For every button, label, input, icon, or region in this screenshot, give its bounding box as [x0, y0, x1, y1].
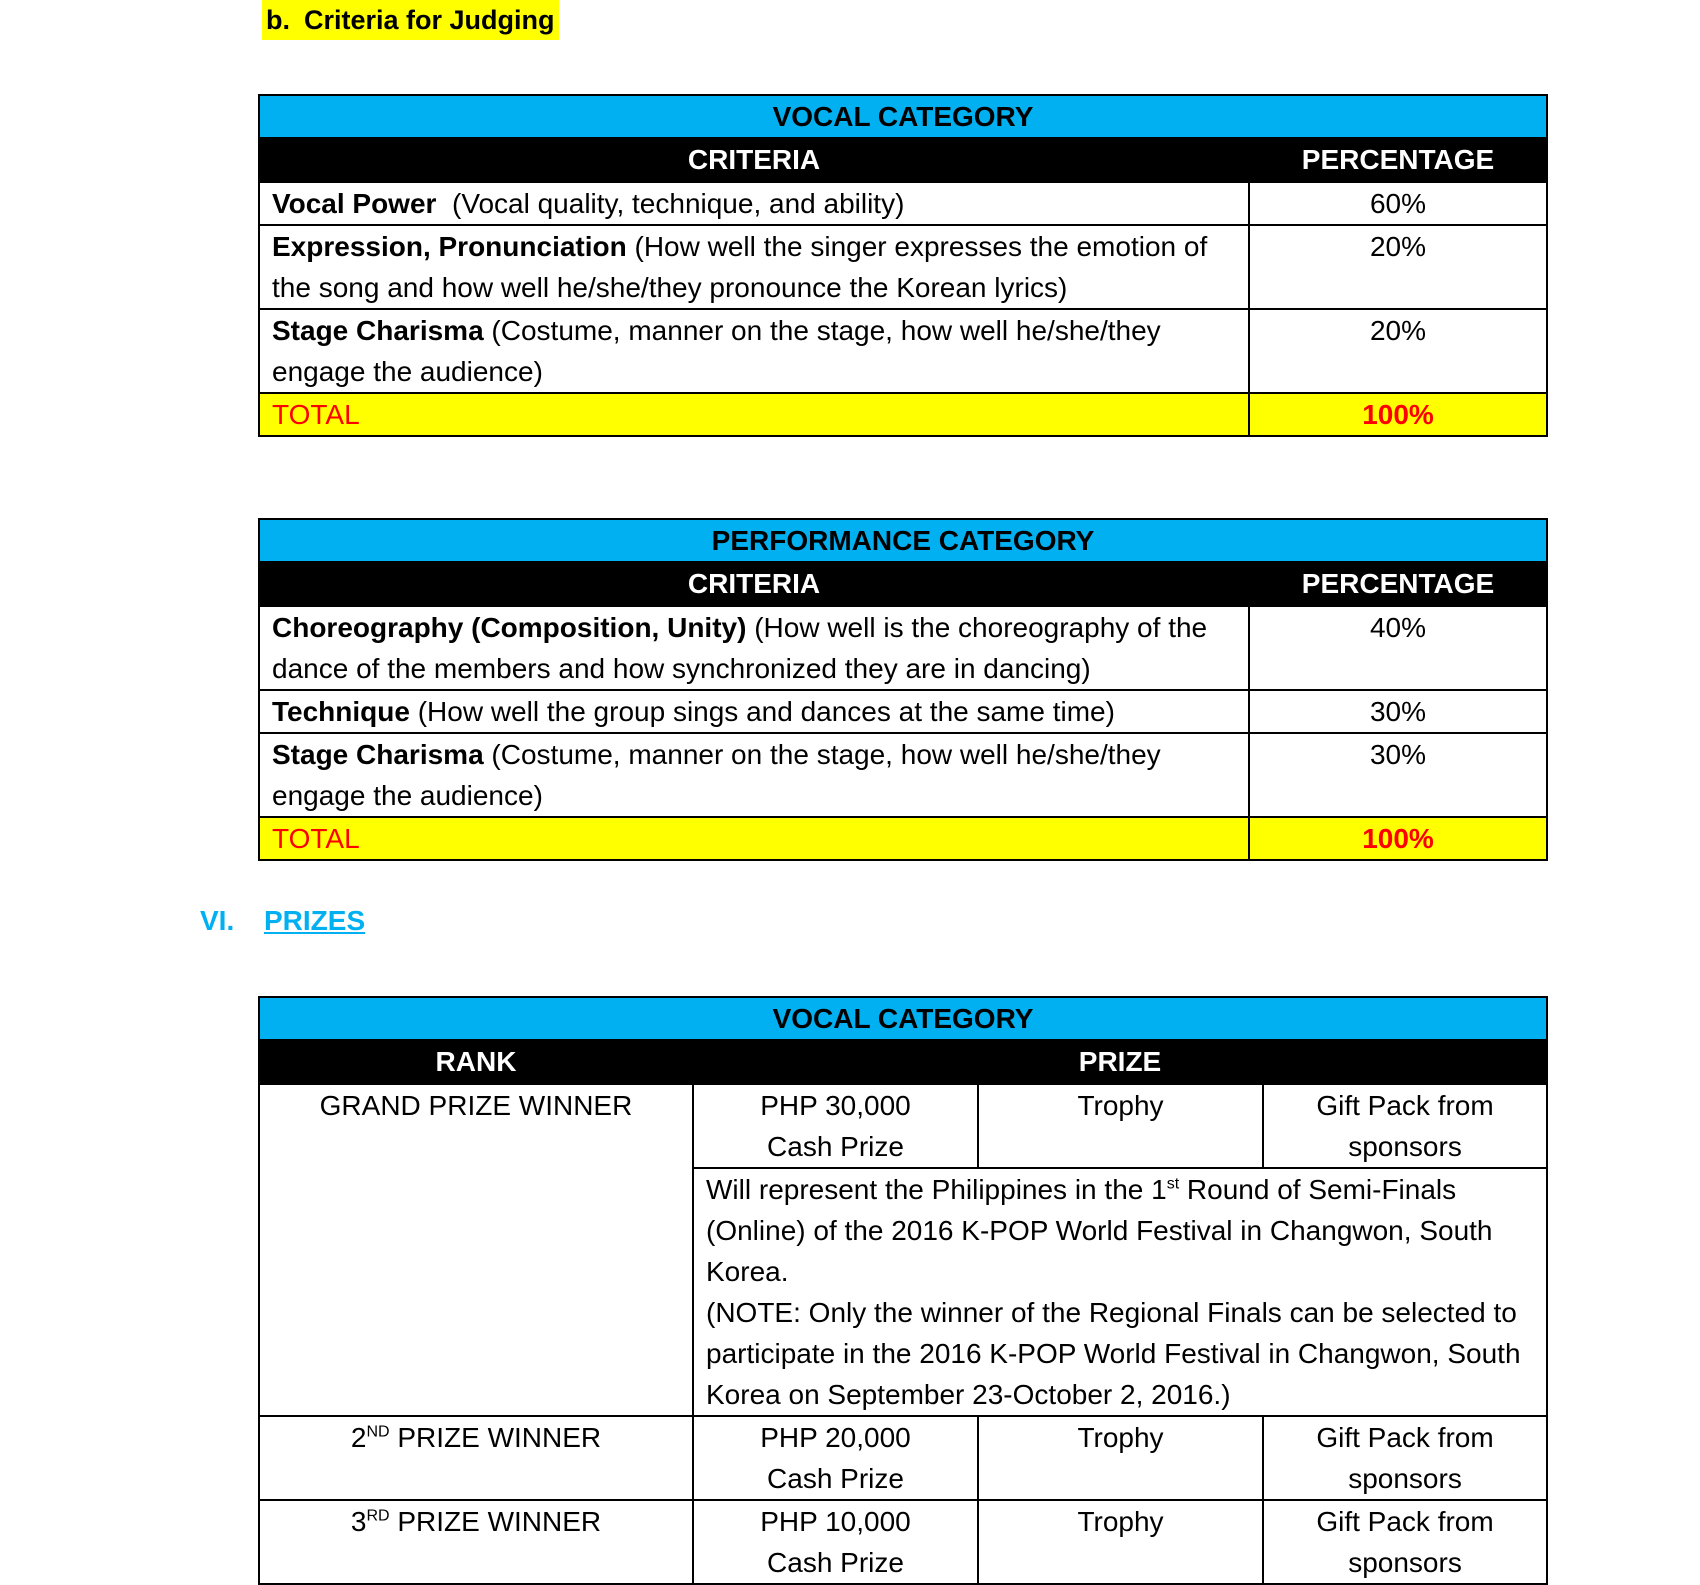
gift-line2: sponsors [1348, 1547, 1462, 1578]
gift-line2: sponsors [1348, 1131, 1462, 1162]
rank-text: PRIZE WINNER [389, 1506, 602, 1537]
table-title: VOCAL CATEGORY [259, 95, 1547, 138]
gift-cell [1263, 1500, 1547, 1584]
table-title: VOCAL CATEGORY [259, 997, 1547, 1040]
total-row [259, 817, 1547, 860]
criteria-name: Vocal Power [272, 188, 437, 219]
trophy-cell: Trophy [978, 1416, 1263, 1500]
total-row [259, 393, 1547, 436]
subheading-letter: b. [266, 5, 290, 35]
gift-line1: Gift Pack from [1316, 1506, 1494, 1537]
table-title-row [259, 95, 1547, 138]
gift-cell [1263, 1084, 1547, 1168]
percentage-cell: 60% [1249, 182, 1547, 225]
note-text-c: (NOTE: Only the winner of the Regional Finals can be selected to participate in the 2016 K-POP World Festival in Changwon, South Korea on September 23-October 2, 2016.) [706, 1297, 1521, 1410]
criteria-description: (How well the singer expresses the emotion of the song and how well he/she/they pronounce the Korean lyrics) [272, 231, 1208, 303]
table-row [259, 733, 1547, 817]
cash-amount: PHP 20,000 [760, 1422, 911, 1453]
table-row [259, 690, 1547, 733]
criteria-description: (How well is the choreography of the dance of the members and how synchronized they are in dancing) [272, 612, 1208, 684]
percentage-cell: 30% [1249, 690, 1547, 733]
percentage-cell: 40% [1249, 606, 1547, 690]
total-percentage: 100% [1249, 393, 1547, 436]
gift-cell [1263, 1416, 1547, 1500]
cash-prize-cell [693, 1500, 978, 1584]
table-title-row [259, 519, 1547, 562]
table-row [259, 1084, 1547, 1168]
percentage-header: PERCENTAGE [1249, 138, 1547, 182]
table-title-row [259, 997, 1547, 1040]
cash-prize-cell [693, 1084, 978, 1168]
cash-amount: PHP 10,000 [760, 1506, 911, 1537]
rank-cell [259, 1500, 693, 1584]
criteria-cell [259, 225, 1249, 309]
cash-amount: PHP 30,000 [760, 1090, 911, 1121]
rank-cell [259, 1416, 693, 1500]
criteria-header: CRITERIA [259, 138, 1249, 182]
table-header-row [259, 138, 1547, 182]
note-superscript: st [1166, 1175, 1180, 1193]
gift-line1: Gift Pack from [1316, 1422, 1494, 1453]
percentage-cell: 20% [1249, 225, 1547, 309]
table-title: PERFORMANCE CATEGORY [259, 519, 1547, 562]
criteria-name: Choreography (Composition, Unity) [272, 612, 747, 643]
criteria-header: CRITERIA [259, 562, 1249, 606]
criteria-description: (Costume, manner on the stage, how well he/she/they engage the audience) [272, 315, 1161, 387]
table-row [259, 1416, 1547, 1500]
cash-prize-cell [693, 1416, 978, 1500]
criteria-description: (Costume, manner on the stage, how well he/she/they engage the audience) [272, 739, 1161, 811]
criteria-name: Stage Charisma [272, 739, 484, 770]
prize-header: PRIZE [693, 1040, 1547, 1084]
table-row [259, 309, 1547, 393]
grand-prize-note-cell [693, 1168, 1547, 1416]
criteria-cell [259, 690, 1249, 733]
percentage-cell: 30% [1249, 733, 1547, 817]
prizes-section-heading [200, 900, 365, 942]
prizes-table [258, 996, 1548, 1585]
subheading-text: Criteria for Judging [304, 5, 555, 35]
trophy-cell: Trophy [978, 1084, 1263, 1168]
total-label: TOTAL [259, 817, 1249, 860]
gift-line1: Gift Pack from [1316, 1090, 1494, 1121]
vocal-criteria-table [258, 94, 1548, 437]
section-title: PRIZES [264, 905, 366, 936]
total-percentage: 100% [1249, 817, 1547, 860]
cash-label: Cash Prize [767, 1463, 904, 1494]
criteria-cell [259, 182, 1249, 225]
criteria-cell [259, 733, 1249, 817]
table-row [259, 182, 1547, 225]
percentage-cell: 20% [1249, 309, 1547, 393]
table-header-row [259, 1040, 1547, 1084]
rank-superscript: ND [366, 1423, 390, 1441]
section-number: VI. [200, 905, 235, 936]
criteria-description: (How well the group sings and dances at the same time) [409, 696, 1115, 727]
criteria-name: Stage Charisma [272, 315, 484, 346]
trophy-cell: Trophy [978, 1500, 1263, 1584]
criteria-cell [259, 606, 1249, 690]
performance-criteria-table [258, 518, 1548, 861]
criteria-name: Technique [272, 696, 410, 727]
rank-number: 3 [350, 1506, 367, 1537]
cash-label: Cash Prize [767, 1547, 904, 1578]
cash-label: Cash Prize [767, 1131, 904, 1162]
percentage-header: PERCENTAGE [1249, 562, 1547, 606]
table-row [259, 225, 1547, 309]
criteria-subheading [262, 0, 559, 40]
table-row [259, 606, 1547, 690]
rank-text: PRIZE WINNER [389, 1422, 602, 1453]
total-label: TOTAL [259, 393, 1249, 436]
rank-header: RANK [259, 1040, 693, 1084]
criteria-name: Expression, Pronunciation [272, 231, 627, 262]
rank-cell: GRAND PRIZE WINNER [259, 1084, 693, 1416]
criteria-description: (Vocal quality, technique, and ability) [436, 188, 905, 219]
table-header-row [259, 562, 1547, 606]
rank-superscript: RD [366, 1507, 390, 1525]
gift-line2: sponsors [1348, 1463, 1462, 1494]
criteria-cell [259, 309, 1249, 393]
note-text-a: Will represent the Philippines in the 1 [706, 1174, 1167, 1205]
note-text-b: Round of Semi-Finals (Online) of the 2016 K-POP World Festival in Changwon, South Korea. [706, 1174, 1493, 1287]
rank-number: 2 [350, 1422, 367, 1453]
table-row [259, 1500, 1547, 1584]
